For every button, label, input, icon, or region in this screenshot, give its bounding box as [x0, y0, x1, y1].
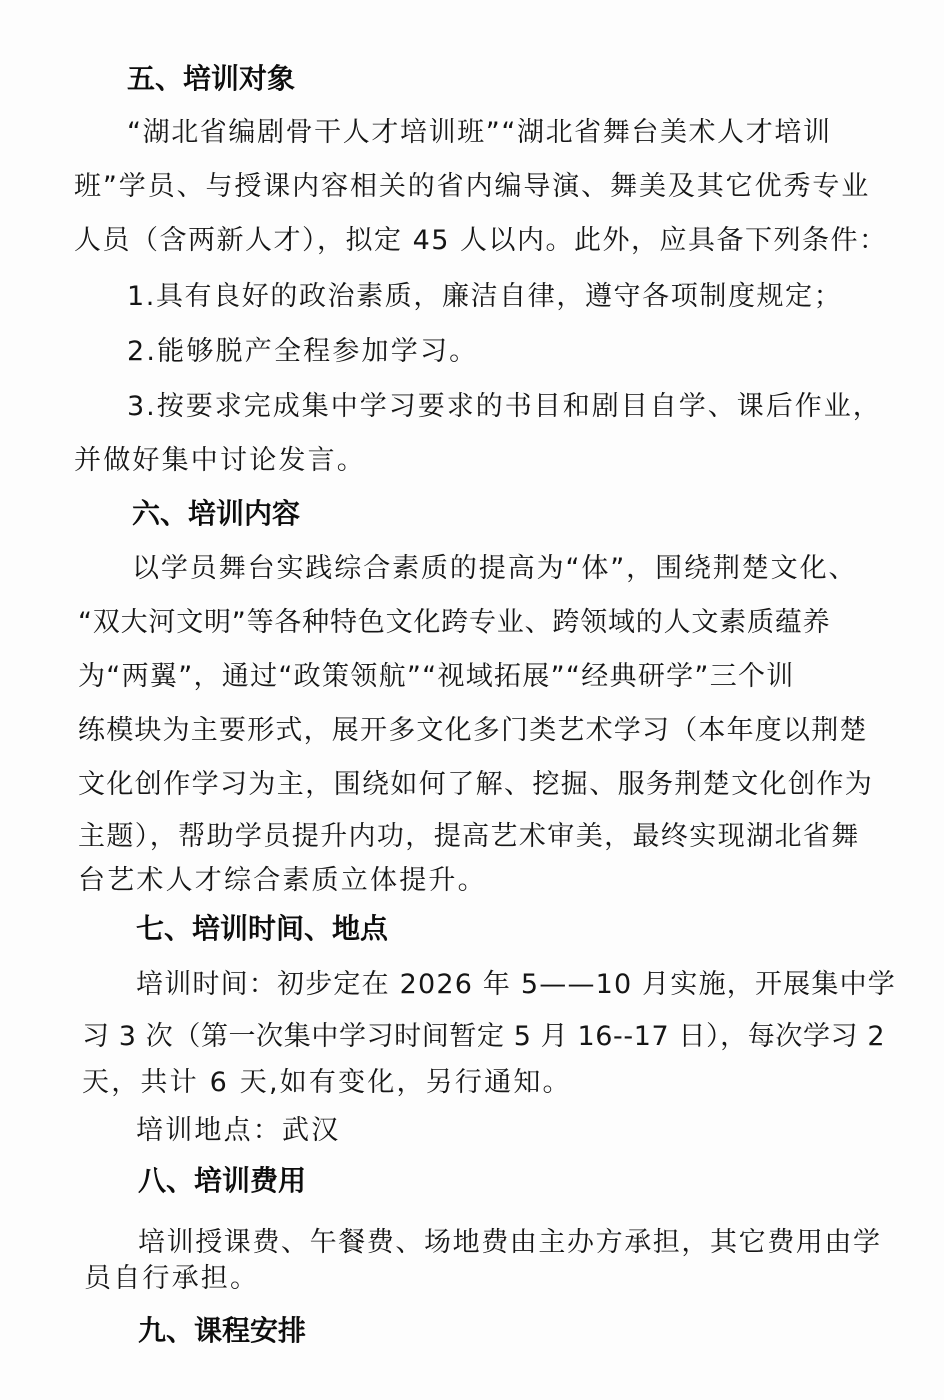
paragraph-line: 文化创作学习为主，围绕如何了解、挖掘、服务荆楚文化创作为: [78, 769, 874, 800]
section-heading-training-content: 六、培训内容: [132, 497, 301, 530]
paragraph-line: 以学员舞台实践综合素质的提高为“体”，围绕荆楚文化、: [132, 553, 858, 584]
section-heading-training-time-location: 七、培训时间、地点: [136, 912, 389, 945]
training-time-line: 天，共计 6 天,如有变化，另行通知。: [82, 1067, 572, 1098]
condition-item-2: 2.能够脱产全程参加学习。: [127, 336, 479, 367]
paragraph-line: 员自行承担。: [84, 1263, 260, 1294]
paragraph-line: 主题），帮助学员提升内功，提高艺术审美，最终实现湖北省舞: [78, 821, 860, 852]
paragraph-line: 培训授课费、午餐费、场地费由主办方承担，其它费用由学: [138, 1227, 882, 1258]
paragraph-line: 人员（含两新人才），拟定 45 人以内。此外，应具备下列条件：: [74, 225, 888, 256]
section-heading-training-targets: 五、培训对象: [127, 62, 296, 95]
condition-item-1: 1.具有良好的政治素质，廉洁自律，遵守各项制度规定；: [127, 281, 843, 312]
training-location: 培训地点：武汉: [136, 1115, 341, 1146]
condition-item-3-continued: 并做好集中讨论发言。: [74, 445, 366, 476]
training-time-line: 培训时间：初步定在 2026 年 5——10 月实施，开展集中学: [136, 969, 896, 1000]
paragraph-line: 台艺术人才综合素质立体提升。: [78, 865, 487, 896]
paragraph-line: 为“两翼”，通过“政策领航”“视域拓展”“经典研学”三个训: [78, 661, 795, 692]
paragraph-line: 班”学员、与授课内容相关的省内编导演、舞美及其它优秀专业: [74, 171, 871, 202]
section-heading-training-fees: 八、培训费用: [138, 1164, 307, 1197]
paragraph-line: “湖北省编剧骨干人才培训班”“湖北省舞台美术人才培训: [127, 117, 832, 148]
section-heading-course-schedule: 九、课程安排: [138, 1314, 307, 1347]
training-time-line: 习 3 次（第一次集中学习时间暂定 5 月 16--17 日），每次学习 2: [82, 1021, 886, 1052]
paragraph-line: 练模块为主要形式，展开多文化多门类艺术学习（本年度以荆楚: [78, 715, 868, 746]
condition-item-3: 3.按要求完成集中学习要求的书目和剧目自学、课后作业，: [127, 391, 882, 422]
paragraph-line: “双大河文明”等各种特色文化跨专业、跨领域的人文素质蕴养: [78, 607, 831, 638]
